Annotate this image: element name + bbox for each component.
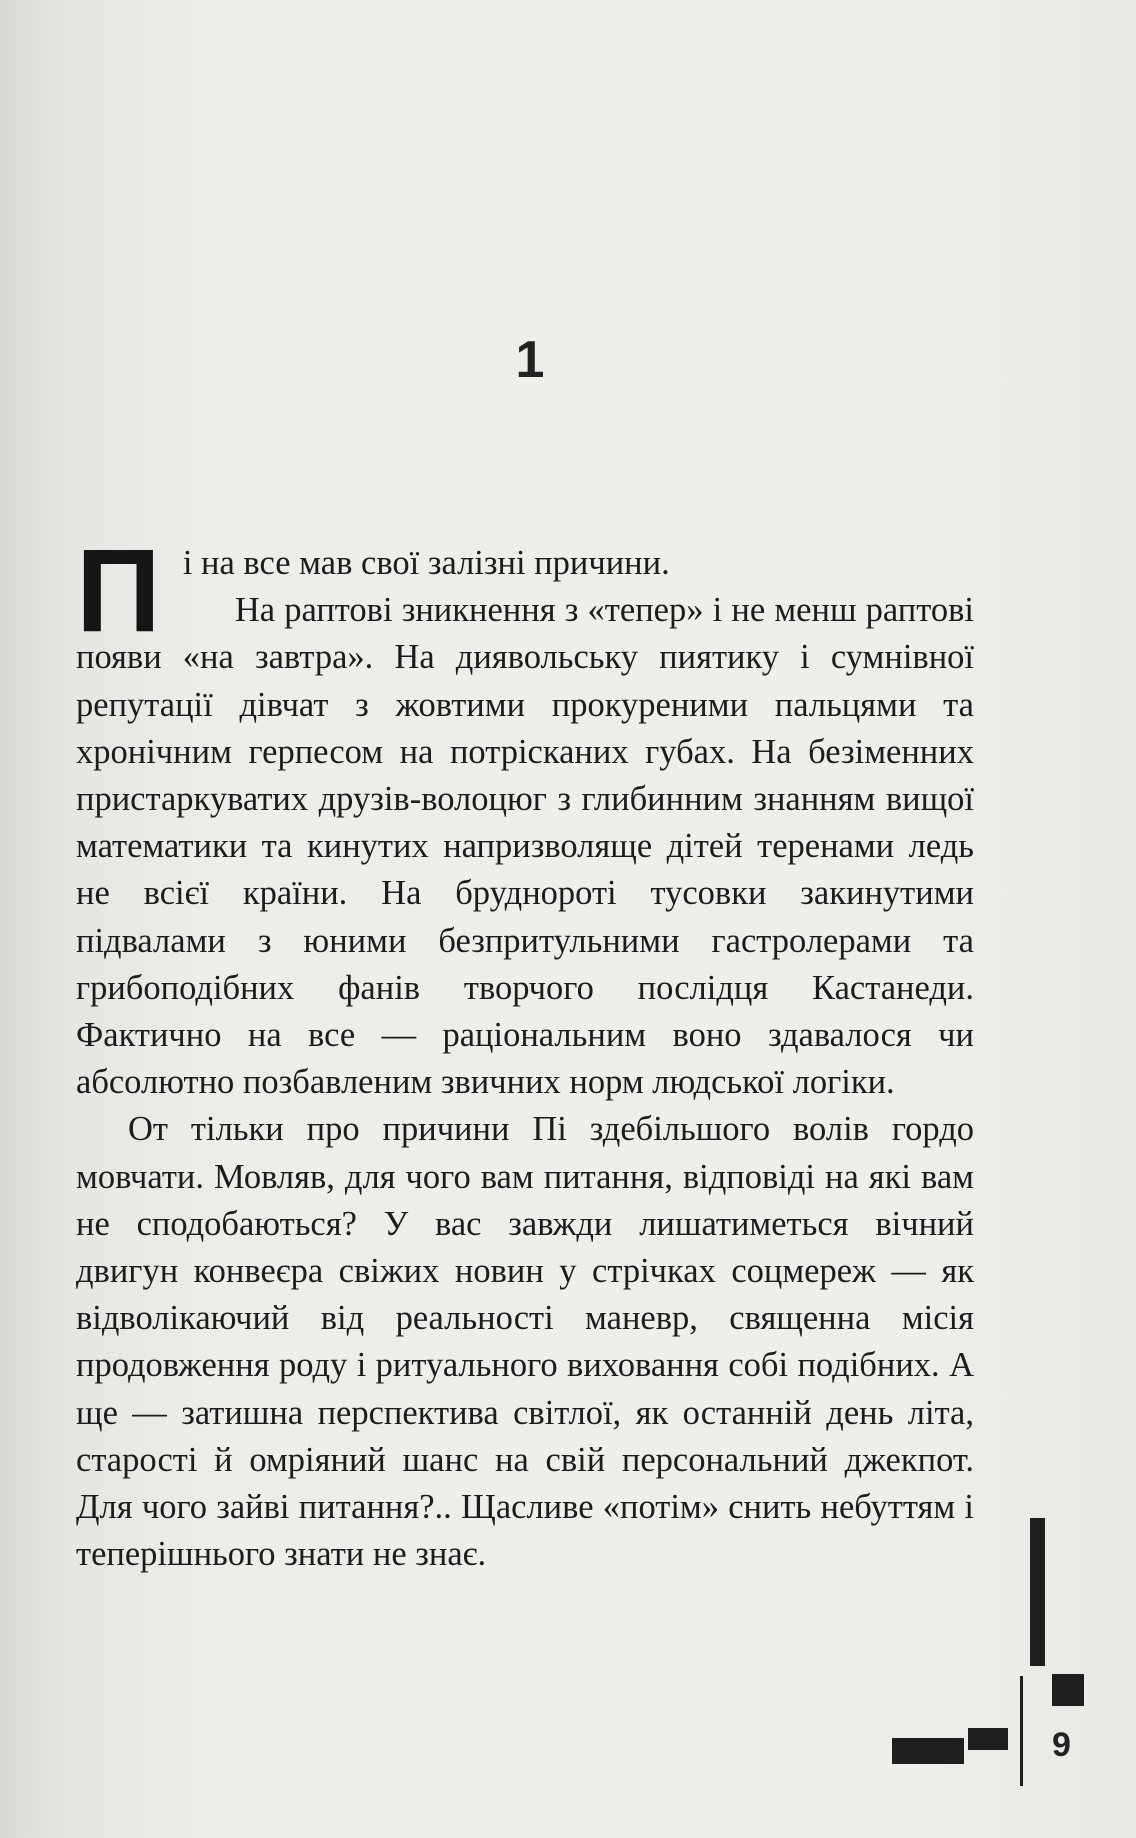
paragraph-1: [76, 525, 974, 657]
paragraph-3: От тільки про причини Пі здебільшого волів гордо мовчати. Мовляв, для чого вам питання, відповіді на які вам не сподобаються? У вас завжди лишатиметься вічний двигун конвеєра свіжих новин у стрічках соцмереж — як відволікаючий від реальності маневр, священна місія продовження роду і ритуального виховання собі подібних. А ще — затишна перспектива світлої, як останній день літа, старості й омріяний шанс на свій персональний джекпот. Для чого зайві питання?.. Щасливе «потім» снить небуттям і теперішнього знати не знає.: [76, 1110, 974, 1574]
ornament-small-block: [968, 1728, 1008, 1750]
paragraph-1-text: і на все мав свої залізні причини.: [182, 544, 670, 582]
ornament-horizontal-bar: [892, 1738, 964, 1764]
ornament-vertical-bar: [1030, 1518, 1045, 1666]
ornament-square: [1052, 1674, 1084, 1706]
chapter-number: 1: [515, 331, 545, 389]
page-number: 9: [1052, 1726, 1071, 1764]
drop-cap: П: [76, 525, 161, 657]
paragraph-2: На раптові зникнення з «тепер» і не менш раптові появи «на завтра». На диявольську пиятику і сумнівної репутації дівчат з жовтими прокуреними пальцями та хронічним герпесом на потрісканих губах. На безіменних пристаркуватих друзів-волоцюг з глибинним знанням вищої математики та кинутих напризволяще дітей теренами ледь не всієї країни. На бруднороті тусовки закинутими підвалами з юними безпритульними гастролерами та грибоподібних фанів творчого послідця Кастанеди. Фактично на все — раціональним воно здавалося чи абсолютно позбавленим звичних норм людської логіки.: [76, 591, 974, 1102]
body-text: [76, 525, 974, 1578]
ornament-divider-line: [1020, 1676, 1023, 1786]
